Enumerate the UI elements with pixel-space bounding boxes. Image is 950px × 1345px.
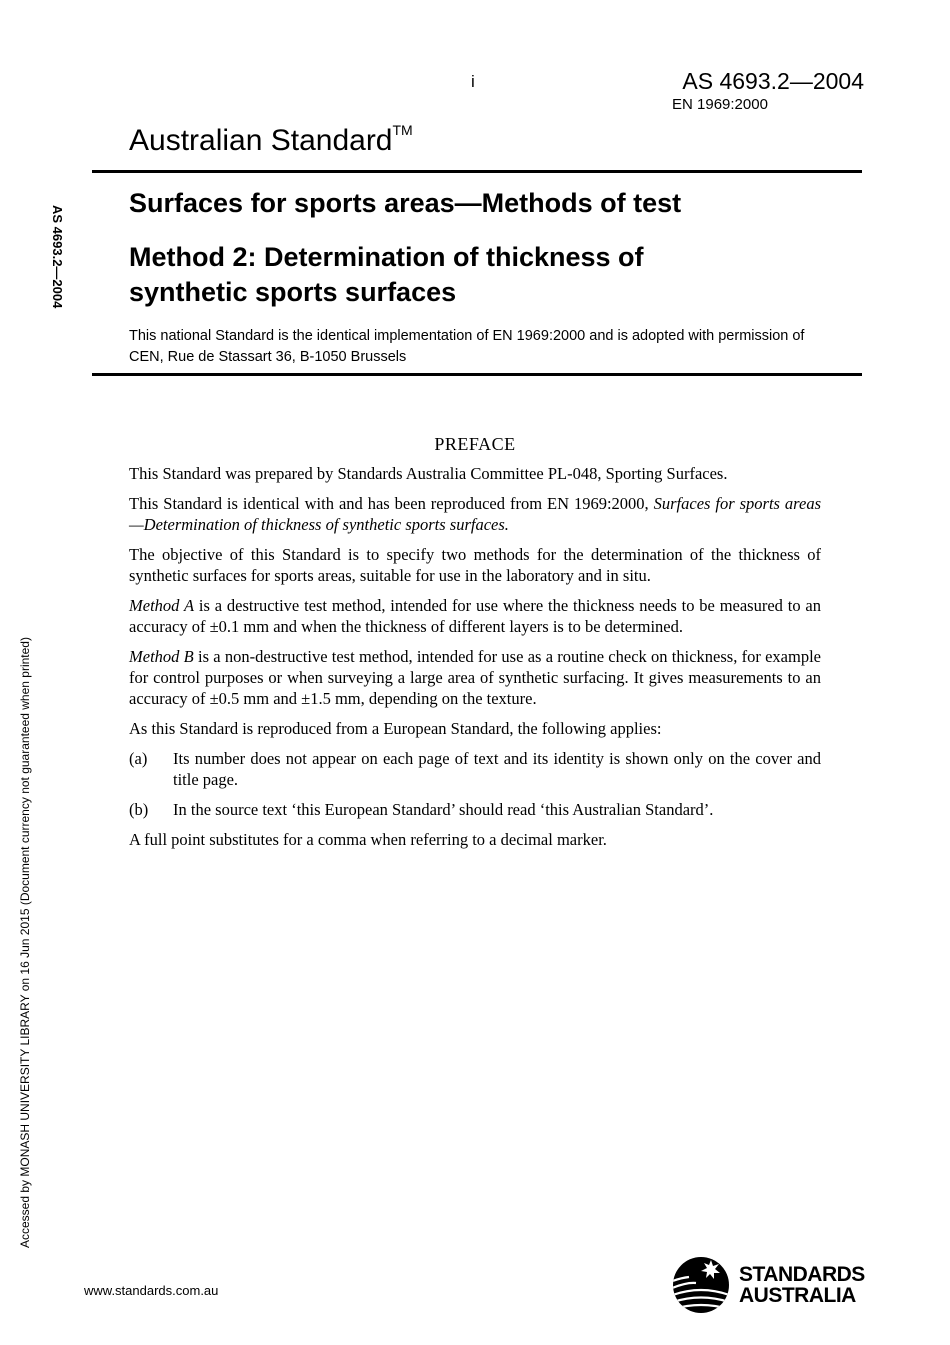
preface-paragraph-3: The objective of this Standard is to specify two methods for the determination of the thickness of synthetic surfaces for sports areas, suitable for use in the laboratory and in situ. [129, 545, 821, 585]
list-item [129, 799, 821, 820]
standard-id: AS 4693.2—2004 [682, 68, 864, 94]
p2-text: This Standard is identical with and has been reproduced from EN 1969:2000, [129, 494, 654, 513]
standards-australia-globe-star-icon [672, 1256, 730, 1314]
adoption-note: This national Standard is the identical implementation of EN 1969:2000 and is adopted with permission of CEN, Rue de Stassart 36, B-1050 Brussels [129, 328, 805, 365]
list-item [129, 748, 821, 790]
series-label-text: Australian Standard [129, 124, 393, 157]
preface-section [129, 434, 821, 859]
preface-paragraph-4 [129, 595, 821, 637]
preface-paragraph-5 [129, 646, 821, 709]
top-divider [92, 170, 862, 173]
trademark-mark: TM [392, 122, 413, 138]
series-label [129, 124, 413, 158]
preface-heading: PREFACE [434, 434, 516, 454]
preface-paragraph-1: This Standard was prepared by Standards Australia Committee PL-048, Sporting Surfaces. [129, 464, 728, 483]
logo-line-2: AUSTRALIA [739, 1284, 856, 1307]
preface-paragraph-7: A full point substitutes for a comma when referring to a decimal marker. [129, 830, 607, 849]
preface-paragraph-2 [129, 493, 821, 535]
preface-paragraph-6: As this Standard is reproduced from a European Standard, the following applies: [129, 719, 662, 738]
page-number: i [471, 72, 475, 91]
access-note: Accessed by MONASH UNIVERSITY LIBRARY on 16 Jun 2015 (Document currency not guaranteed when printed) [18, 637, 32, 1248]
logo-wordmark [739, 1264, 865, 1306]
document-title: Surfaces for sports areas—Methods of test [129, 188, 682, 218]
method-a-label: Method A [129, 596, 195, 615]
list-item-text: In the source text ‘this European Standard’ should read ‘this Australian Standard’. [173, 800, 714, 819]
method-b-label: Method B [129, 647, 194, 666]
bottom-divider [92, 373, 862, 376]
method-title: Method 2: Determination of thickness of synthetic sports surfaces [129, 242, 644, 307]
en-reference: EN 1969:2000 [672, 96, 768, 113]
standards-australia-logo [672, 1256, 865, 1314]
p2-source-title: Surfaces for sports areas—Determination of thickness of synthetic sports surfaces. [129, 494, 821, 534]
side-standard-id: AS 4693.2—2004 [50, 205, 65, 309]
footer-url[interactable]: www.standards.com.au [84, 1283, 219, 1298]
method-a-text: is a destructive test method, intended for use where the thickness needs to be measured to an accuracy of ±0.1 mm and when the thickness of different layers is to be determined. [129, 596, 822, 636]
list-item-text: Its number does not appear on each page of text and its identity is shown only on the cover and title page. [173, 749, 821, 789]
method-b-text: is a non-destructive test method, intended for use as a routine check on thickness, for example for control purposes or when surveying a large area of synthetic surfacing. It gives measurements to an accuracy of ±0.5 mm and ±1.5 mm, depending on the texture. [129, 647, 821, 708]
list-item-label: (b) [129, 800, 149, 819]
list-item-label: (a) [129, 749, 148, 768]
logo-line-1: STANDARDS [739, 1263, 865, 1286]
